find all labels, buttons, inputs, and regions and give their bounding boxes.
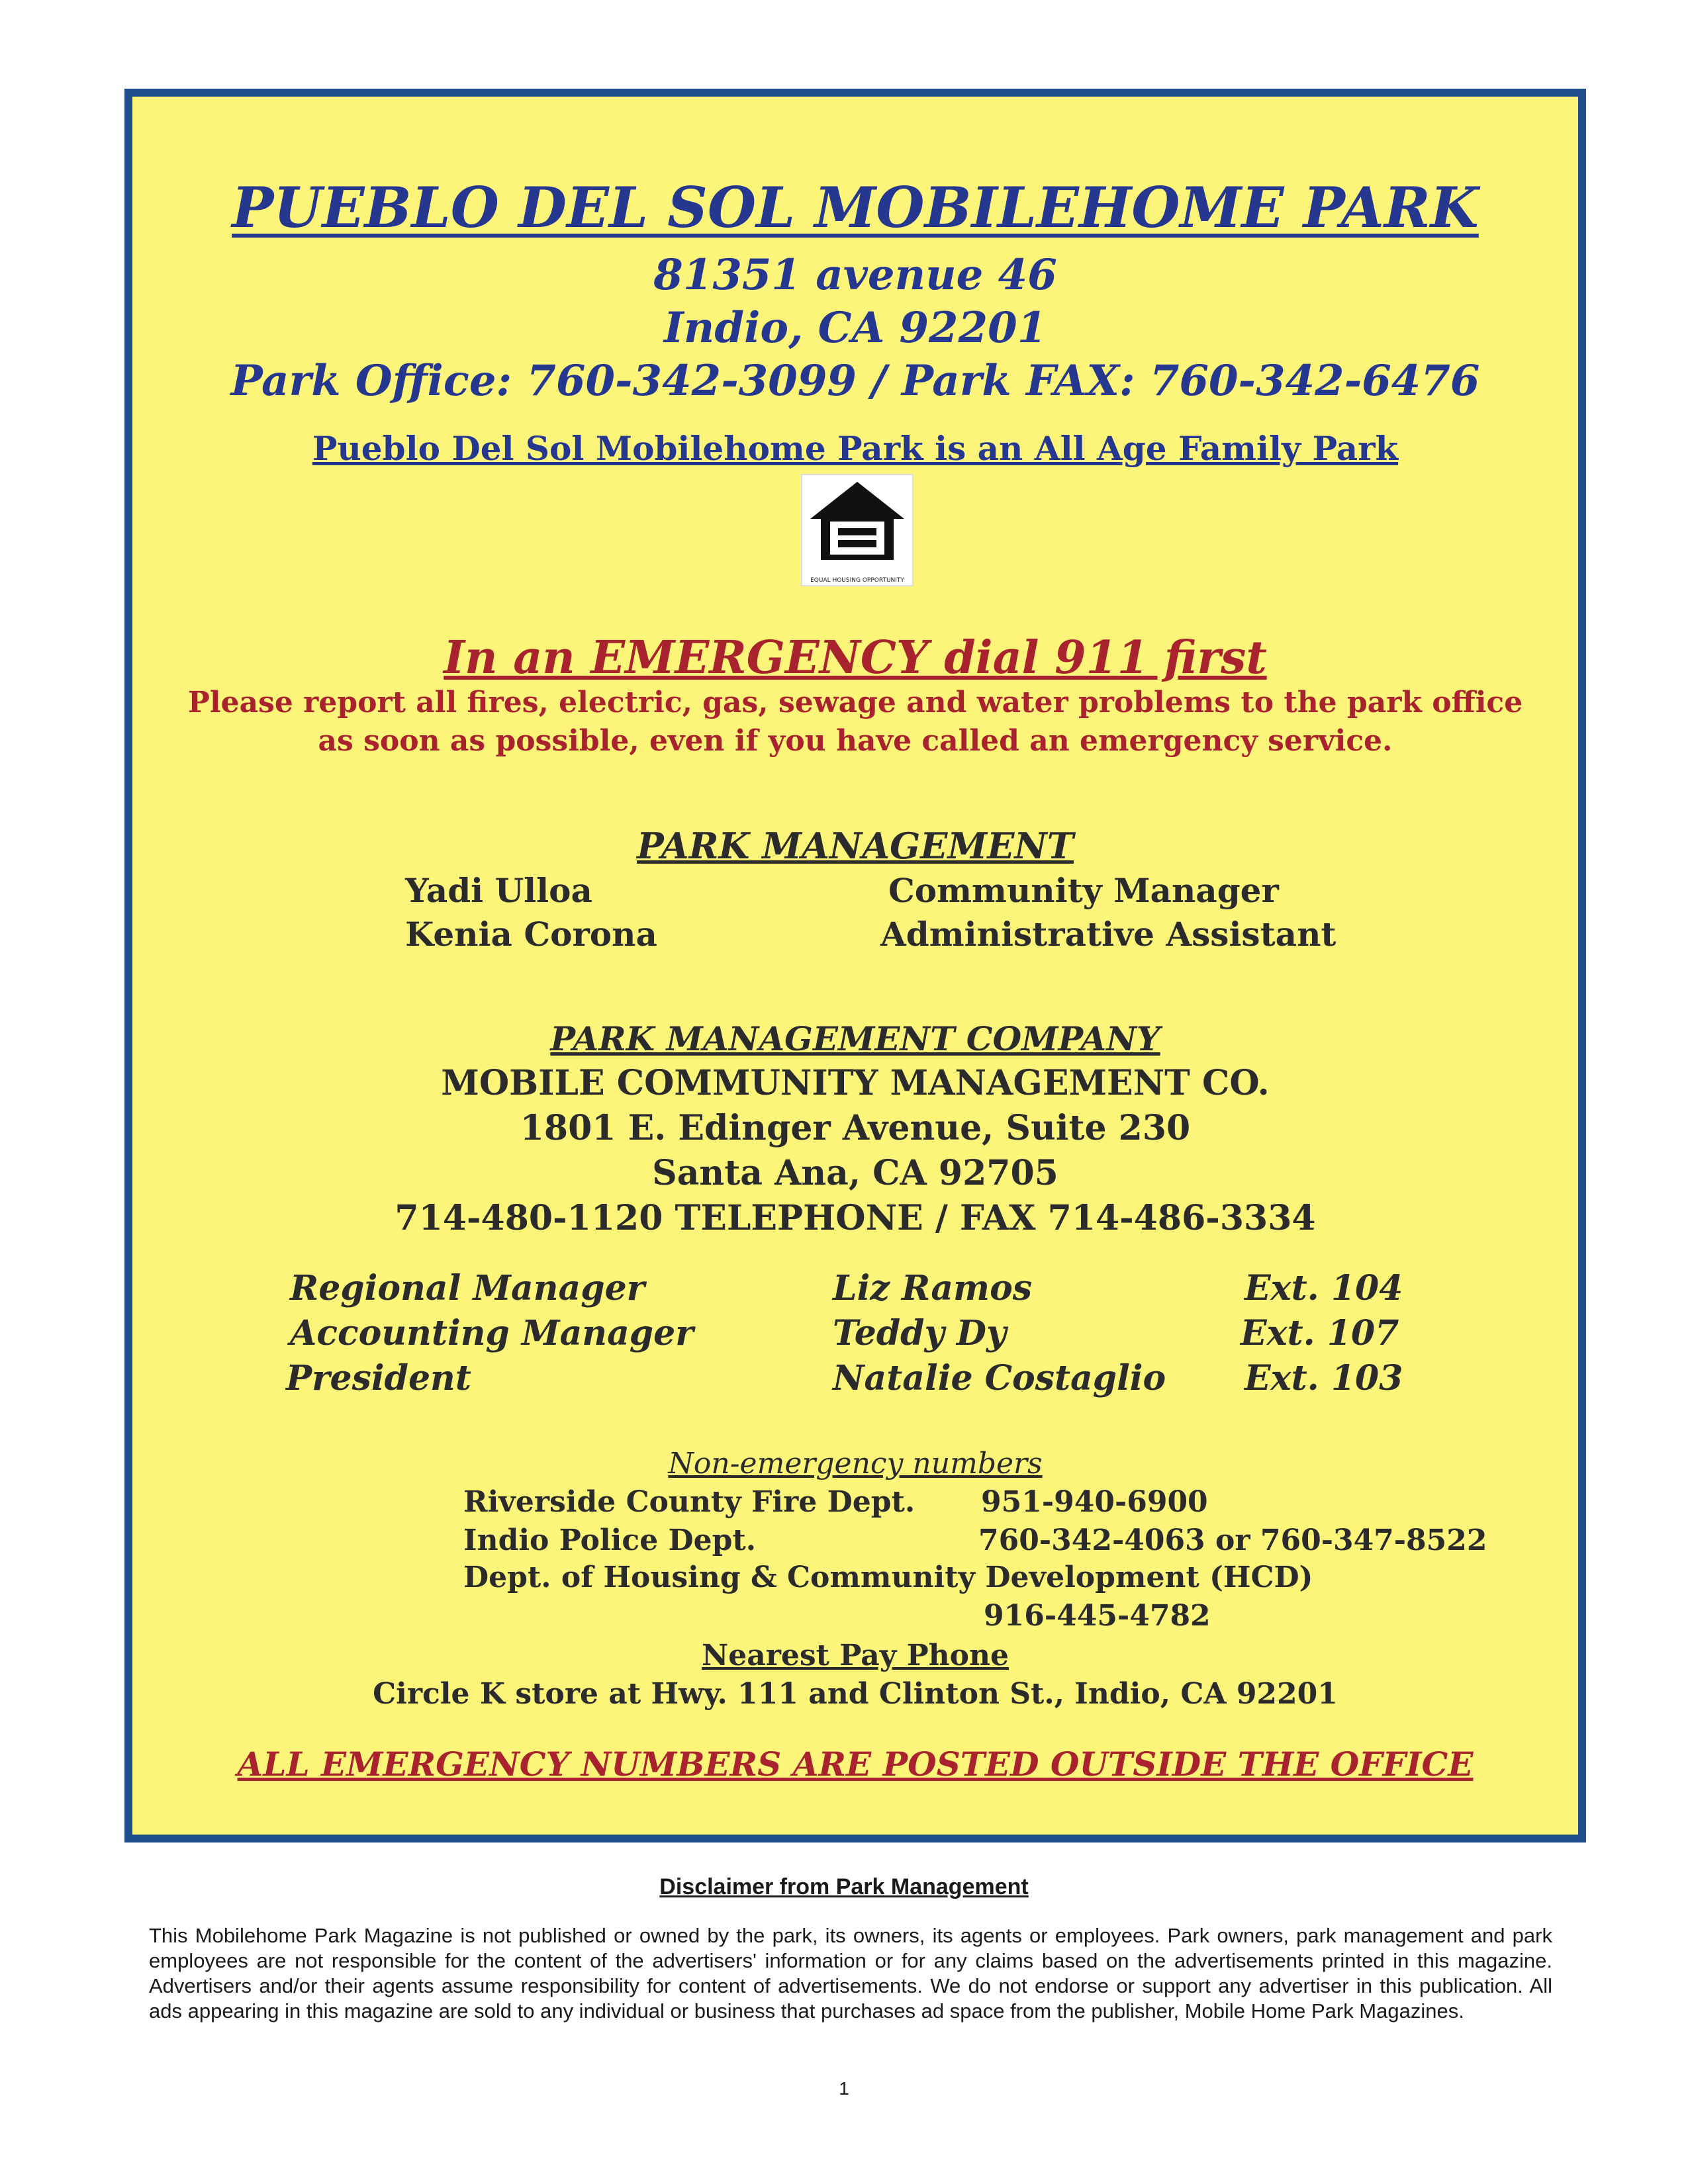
info-panel bbox=[124, 89, 1586, 1843]
staff-name: Teddy Dy bbox=[833, 1313, 1007, 1353]
emergency-heading: In an EMERGENCY dial 911 first bbox=[444, 631, 1267, 684]
staff-title: Regional Manager bbox=[290, 1268, 645, 1308]
staff-extension: Ext. 103 bbox=[1244, 1358, 1403, 1398]
staff-name: Natalie Costaglio bbox=[833, 1358, 1166, 1398]
non-emergency-heading: Non-emergency numbers bbox=[668, 1447, 1043, 1480]
park-management-heading: PARK MANAGEMENT bbox=[637, 825, 1074, 867]
management-company-city: Santa Ana, CA 92705 bbox=[652, 1153, 1058, 1193]
non-emergency-label: Dept. of Housing & Community Development (HCD) bbox=[463, 1561, 1313, 1594]
management-company-name: MOBILE COMMUNITY MANAGEMENT CO. bbox=[441, 1063, 1270, 1103]
manager-role: Administrative Assistant bbox=[880, 915, 1336, 954]
pay-phone-location: Circle K store at Hwy. 111 and Clinton St., Indio, CA 92201 bbox=[373, 1677, 1338, 1711]
park-title: PUEBLO DEL SOL MOBILEHOME PARK bbox=[232, 175, 1479, 240]
manager-role: Community Manager bbox=[888, 871, 1279, 910]
staff-extension: Ext. 104 bbox=[1244, 1268, 1403, 1308]
management-company-street: 1801 E. Edinger Avenue, Suite 230 bbox=[520, 1108, 1191, 1148]
equal-housing-house-icon bbox=[802, 475, 912, 568]
family-park-notice: Pueblo Del Sol Mobilehome Park is an All Age Family Park bbox=[312, 429, 1399, 468]
staff-name: Liz Ramos bbox=[833, 1268, 1033, 1308]
non-emergency-number: 916-445-4782 bbox=[984, 1599, 1211, 1633]
disclaimer-heading: Disclaimer from Park Management bbox=[659, 1874, 1029, 1899]
emergency-instructions-line2: as soon as possible, even if you have called an emergency service. bbox=[318, 724, 1393, 758]
park-address-city: Indio, CA 92201 bbox=[663, 303, 1047, 353]
manager-name: Yadi Ulloa bbox=[405, 871, 592, 910]
emergency-instructions-line1: Please report all fires, electric, gas, sewage and water problems to the park office bbox=[187, 686, 1523, 719]
park-office-phones: Park Office: 760-342-3099 / Park FAX: 760-342-6476 bbox=[230, 356, 1480, 406]
pay-phone-heading: Nearest Pay Phone bbox=[701, 1639, 1009, 1672]
staff-title: Accounting Manager bbox=[290, 1313, 694, 1353]
non-emergency-label: Riverside County Fire Dept. bbox=[463, 1485, 915, 1519]
equal-housing-text: EQUAL HOUSING OPPORTUNITY bbox=[810, 577, 904, 584]
page-number: 1 bbox=[839, 2078, 849, 2099]
management-company-phones: 714-480-1120 TELEPHONE / FAX 714-486-3334 bbox=[395, 1198, 1316, 1238]
staff-extension: Ext. 107 bbox=[1241, 1313, 1399, 1353]
posted-numbers-notice: ALL EMERGENCY NUMBERS ARE POSTED OUTSIDE THE OFFICE bbox=[237, 1745, 1474, 1784]
staff-title: President bbox=[286, 1358, 471, 1398]
manager-name: Kenia Corona bbox=[405, 915, 657, 954]
non-emergency-label: Indio Police Dept. bbox=[463, 1524, 757, 1557]
park-address-street: 81351 avenue 46 bbox=[653, 250, 1057, 300]
non-emergency-number: 760-342-4063 or 760-347-8522 bbox=[978, 1524, 1487, 1557]
equal-housing-opportunity-logo bbox=[801, 474, 914, 586]
non-emergency-number: 951-940-6900 bbox=[981, 1485, 1208, 1519]
management-company-heading: PARK MANAGEMENT COMPANY bbox=[550, 1019, 1160, 1058]
disclaimer-text: This Mobilehome Park Magazine is not published or owned by the park, its owners, its agents or employees. Park owners, park management and park employees are not responsible for the content of the advertisers' information or for any claims based on the advertisements printed in this magazine. Advertisers and/or their agents assume responsibility for content of advertisements. We do not endorse or support any advertiser in this publication. All ads appearing in this magazine are sold to any individual or business that purchases ad space from the publisher, Mobile Home Park Magazines. bbox=[149, 1924, 1552, 2023]
